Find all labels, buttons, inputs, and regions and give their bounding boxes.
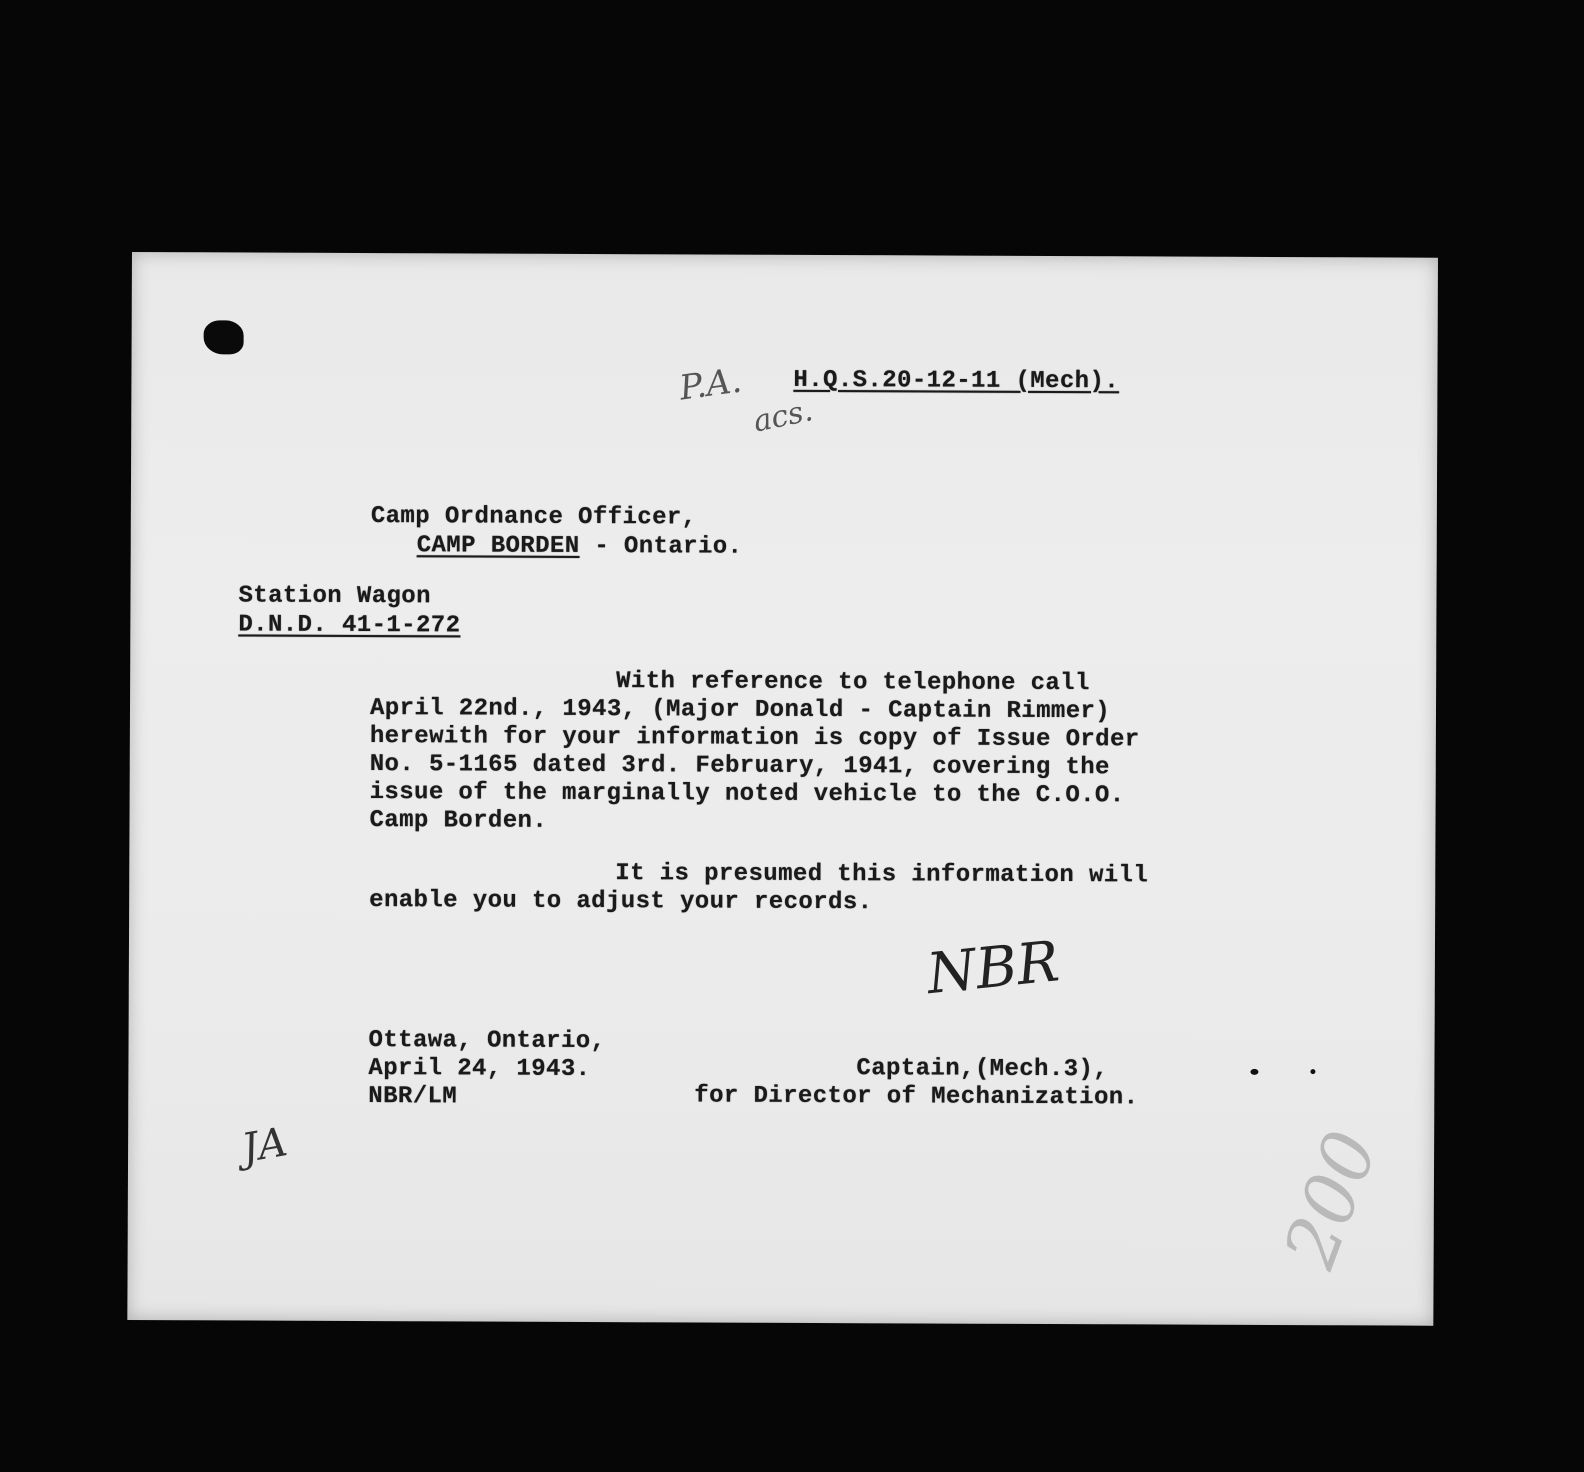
- signature-title: Captain,(Mech.3),: [856, 1055, 1109, 1084]
- handwritten-number-200: 200: [1267, 1120, 1394, 1279]
- handwritten-initials-footer: JA: [238, 1119, 291, 1173]
- addressee-location: [417, 532, 743, 561]
- handwritten-signature-initials: NBR: [923, 929, 1063, 1008]
- addressee-location-underlined: CAMP BORDEN: [416, 532, 580, 560]
- body-paragraph2-line2: enable you to adjust your records.: [369, 887, 873, 917]
- signature-for-line: for Director of Mechanization.: [694, 1082, 1139, 1112]
- subject-line2: D.N.D. 41-1-272: [238, 611, 461, 640]
- body-paragraph2-line1: It is presumed this information will: [615, 860, 1149, 890]
- body-paragraph1-line3: herewith for your information is copy of Issue Order: [369, 723, 1140, 754]
- ink-blot-mark: [204, 320, 244, 354]
- ink-speck: [1250, 1069, 1258, 1075]
- body-paragraph1-line2: April 22nd., 1943, (Major Donald - Captain Rimmer): [369, 695, 1111, 726]
- addressee-location-rest: - Ontario.: [579, 532, 743, 561]
- addressee-line1: Camp Ordnance Officer,: [370, 503, 697, 532]
- body-paragraph1-line1: With reference to telephone call: [616, 668, 1090, 698]
- ink-speck: [1310, 1069, 1315, 1074]
- body-paragraph1-line4: No. 5-1165 dated 3rd. February, 1941, covering the: [369, 751, 1110, 782]
- body-paragraph1-line6: Camp Borden.: [369, 807, 548, 835]
- footer-reference-initials: NBR/LM: [368, 1083, 458, 1111]
- file-reference-number: H.Q.S.20-12-11 (Mech).: [793, 366, 1120, 396]
- footer-place: Ottawa, Ontario,: [368, 1027, 606, 1056]
- body-paragraph1-line5: issue of the marginally noted vehicle to the C.O.O.: [369, 779, 1125, 810]
- handwritten-acs-note: acs.: [750, 393, 816, 440]
- footer-date: April 24, 1943.: [368, 1055, 591, 1084]
- letter-sheet: [127, 252, 1438, 1326]
- subject-line1: Station Wagon: [238, 582, 431, 611]
- handwritten-pa-note: P.A.: [677, 360, 744, 409]
